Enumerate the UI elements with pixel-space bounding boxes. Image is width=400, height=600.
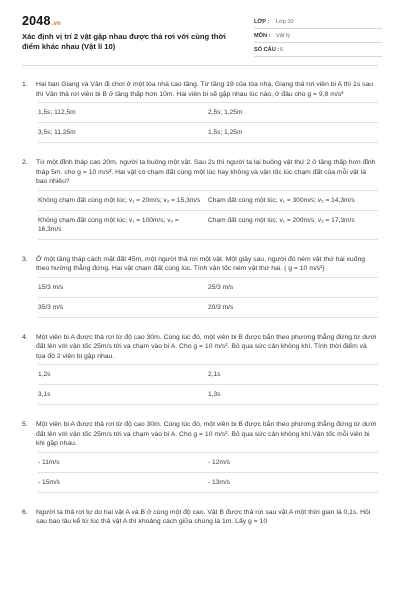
option-row: [38, 452, 378, 473]
answer-option[interactable]: 1,5s; 112,5m: [38, 109, 76, 116]
question-number: 3.: [22, 255, 28, 263]
worksheet-meta: [254, 15, 382, 57]
answer-option[interactable]: Không chạm đất cùng một lúc; v₁ = 100m/s; v₂ = 16,3m/s: [38, 216, 179, 233]
answer-option[interactable]: 1,2s: [38, 371, 51, 378]
question-item: [22, 80, 378, 143]
meta-label: MÔN :: [254, 32, 271, 39]
answer-option[interactable]: 25/3 m/s: [208, 283, 234, 291]
answer-option[interactable]: Không chạm đất cùng một lúc; v₁ = 20m/s; v₂ = 15,3m/s: [38, 196, 201, 204]
answer-option[interactable]: - 11m/s: [38, 458, 60, 466]
answer-option[interactable]: 35/3 m/s: [38, 303, 64, 311]
answer-option[interactable]: 3,5s; 11,25m: [38, 129, 76, 136]
answer-option[interactable]: 20/3 m/s: [208, 303, 234, 311]
question-number: 2.: [22, 159, 28, 166]
site-logo[interactable]: [22, 14, 61, 28]
answer-option[interactable]: 2,5s; 1,25m: [208, 109, 243, 116]
answer-option[interactable]: Chạm đất cùng một lúc; v₁ = 200m/s; v₂ = 17,3m/s: [208, 216, 355, 224]
option-row: [38, 364, 378, 385]
question-item: [22, 158, 378, 240]
answer-options: [38, 277, 378, 318]
option-row: [38, 298, 378, 318]
meta-label: SỐ CÂU :: [254, 46, 280, 53]
meta-value: Vật lý: [276, 32, 290, 39]
logo-text: 2048: [22, 14, 51, 28]
question-text: Người ta thả rơi tự do hai vật A và B ở cùng một độ cao. Vật B được thả rơi sau vật A một thời gian là 0,1s. Hỏi sau bao lâu kể từ lúc thả vật A thì khoảng cách giữa chúng là 1m. Lấy g = 10: [36, 508, 371, 525]
question-item: [22, 508, 378, 527]
answer-option[interactable]: 1,5s; 1,25m: [208, 129, 243, 136]
answer-option[interactable]: - 15m/s: [38, 478, 60, 486]
answer-option[interactable]: 15/3 m/s: [38, 283, 64, 291]
worksheet-title: Xác định vị trí 2 vật gặp nhau được thả rơi với cùng thời điểm khác nhau (Vật lí 10): [22, 32, 226, 51]
answer-option[interactable]: 3,1s: [38, 391, 51, 398]
answer-options: [38, 102, 378, 143]
meta-question-count: [254, 43, 382, 57]
meta-label: LỚP :: [254, 18, 270, 25]
question-text: Từ một đỉnh tháp cao 20m, người ta buông một vật. Sau 2s thì người ta lại buông vật thứ 2 ở tầng thấp hơn đỉnh tháp 5m. cho g = 10 m/s². Hai vật có chạm đất cùng một lúc hay không và vận tốc lúc chạm đất của mỗi vật là bao nhiêu?: [36, 159, 376, 185]
question-item: [22, 255, 378, 318]
option-row: [38, 211, 378, 240]
question-text: Hai bạn Giang và Vân đi chơi ở một tòa nhà cao tầng. Từ tầng 19 của tòa nhà, Giang thả rơi viên bi A thì 1s sau thì Vân thả rơi viên bi B ở tầng thấp hơn 10m. Hai viên bi sẽ gặp nhau lúc nào, ở đâu cho g = 9,8 m/s²: [36, 81, 374, 98]
option-row: [38, 277, 378, 298]
answer-option[interactable]: 1,3s: [208, 391, 221, 398]
question-number: 5.: [22, 421, 28, 428]
meta-class: [254, 15, 382, 29]
meta-value: 6: [280, 46, 284, 53]
answer-option[interactable]: 2,1s: [208, 371, 221, 378]
question-text: Một viên bi A được thả rơi từ độ cao 30m. Cùng lúc đó, một viên bi B được bắn theo phương thẳng đứng từ dưới đất lên với vận tốc 25m/s tới va chạm vào bi A. Cho g = 10 m/s². Bỏ qua sức cản không khí. Tính thời điểm và tọa độ 2 viên bi gặp nhau.: [36, 333, 377, 360]
question-item: [22, 333, 378, 406]
option-row: [38, 190, 378, 211]
question-number: 4.: [22, 333, 28, 341]
option-row: [38, 385, 378, 405]
question-list: [22, 80, 378, 542]
answer-option[interactable]: - 13m/s: [208, 478, 230, 486]
worksheet-header: [22, 14, 382, 58]
question-text: Một viên bi A được thả rơi từ độ cao 30m. Cùng lúc đó, một viên bi B được bắn theo phương thẳng đứng từ dưới đất lên với vận tốc 25m/s tới va chạm vào bi A. Cho g = 10 m/s². Bỏ qua sức cản không khí.Vận tốc mỗi viên bi khi gặp nhau.: [36, 421, 377, 447]
option-row: [38, 473, 378, 493]
question-text: Ở một tầng tháp cách mặt đất 45m, một người thả rơi một vật. Một giây sau, người đó ném vật thứ hai xuống theo hướng thẳng đứng. Hai vật chạm đất cùng lúc. Tính vận tốc ném vật thứ hai. ( g = 10 m/s²): [36, 255, 366, 272]
meta-value: Lớp 10: [276, 18, 294, 25]
header-divider: [22, 65, 378, 66]
meta-subject: [254, 29, 382, 43]
answer-options: [38, 364, 378, 405]
answer-option[interactable]: - 12m/s: [208, 458, 230, 466]
answer-options: [38, 190, 378, 240]
logo-suffix: .vn: [51, 21, 61, 27]
option-row: [38, 123, 378, 143]
question-item: [22, 420, 378, 493]
question-number: 1.: [22, 81, 28, 88]
question-number: 6.: [22, 508, 28, 516]
option-row: [38, 102, 378, 123]
answer-option[interactable]: Chạm đất cùng một lúc; v₁ = 300m/s; v₂ = 14,3m/s: [208, 196, 355, 204]
answer-options: [38, 452, 378, 493]
